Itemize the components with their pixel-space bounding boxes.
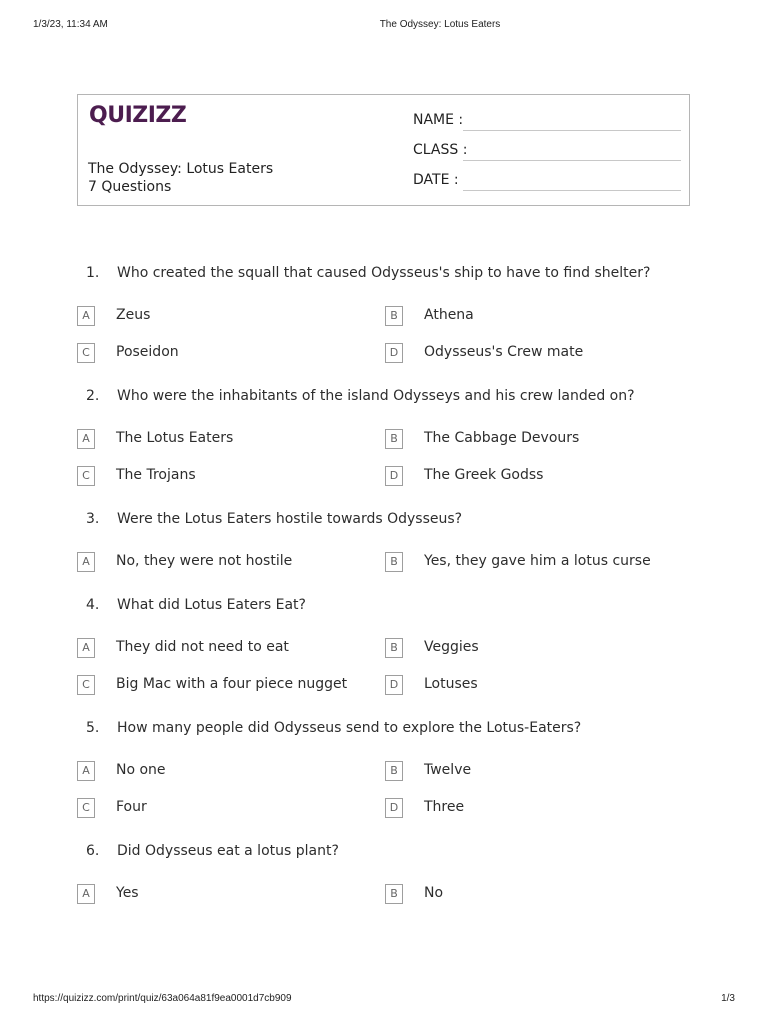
option-letter-box: A	[77, 429, 95, 449]
question-number: 6.	[86, 843, 100, 859]
date-field-line	[463, 190, 681, 191]
question-1	[86, 265, 650, 281]
question-3	[86, 511, 462, 527]
question-text: Did Odysseus eat a lotus plant?	[117, 843, 339, 859]
option-text: No	[424, 885, 444, 901]
print-header	[0, 0, 768, 40]
option-text: Veggies	[424, 639, 479, 655]
option-letter-box: B	[385, 552, 403, 572]
option-letter-box: C	[77, 675, 95, 695]
option-text: No, they were not hostile	[116, 553, 293, 569]
option-text: Lotuses	[424, 676, 478, 692]
option-letter-box: A	[77, 884, 95, 904]
question-text: What did Lotus Eaters Eat?	[117, 597, 306, 613]
option-letter-box: B	[385, 884, 403, 904]
option-letter-box: D	[385, 798, 403, 818]
question-text: How many people did Odysseus send to explore the Lotus-Eaters?	[117, 720, 582, 736]
quizizz-logo: QUIZIZZ	[89, 103, 187, 128]
option-letter-box: A	[77, 552, 95, 572]
name-field-line	[463, 130, 681, 131]
option-text: Twelve	[424, 762, 472, 778]
option-letter-box: B	[385, 429, 403, 449]
option-letter-box: D	[385, 466, 403, 486]
option-text: Yes, they gave him a lotus curse	[424, 553, 651, 569]
date-label: DATE :	[413, 172, 459, 188]
option-text: Athena	[424, 307, 474, 323]
option-letter-box: B	[385, 306, 403, 326]
question-number: 5.	[86, 720, 100, 736]
option-letter-box: B	[385, 638, 403, 658]
question-5	[86, 720, 581, 736]
option-text: Big Mac with a four piece nugget	[116, 676, 348, 692]
page-number: 1/3	[721, 993, 735, 1004]
option-letter-box: B	[385, 761, 403, 781]
option-letter-box: A	[77, 306, 95, 326]
question-2	[86, 388, 635, 404]
print-url: https://quizizz.com/print/quiz/63a064a81f9ea0001d7cb909	[33, 993, 292, 1004]
option-text: No one	[116, 762, 166, 778]
option-text: Four	[116, 799, 147, 815]
print-datetime: 1/3/23, 11:34 AM	[33, 19, 108, 30]
question-text: Who were the inhabitants of the island Odysseys and his crew landed on?	[117, 388, 635, 404]
question-number: 4.	[86, 597, 100, 613]
option-letter-box: A	[77, 761, 95, 781]
question-text: Who created the squall that caused Odysseus's ship to have to find shelter?	[117, 265, 651, 281]
option-text: The Cabbage Devours	[424, 430, 580, 446]
option-letter-box: D	[385, 343, 403, 363]
option-letter-box: D	[385, 675, 403, 695]
option-text: The Trojans	[116, 467, 196, 483]
option-text: They did not need to eat	[116, 639, 289, 655]
option-text: The Lotus Eaters	[116, 430, 234, 446]
name-label: NAME :	[413, 112, 464, 128]
question-number: 3.	[86, 511, 100, 527]
option-text: Zeus	[116, 307, 151, 323]
option-text: The Greek Godss	[424, 467, 544, 483]
option-letter-box: C	[77, 466, 95, 486]
question-4	[86, 597, 306, 613]
question-number: 2.	[86, 388, 100, 404]
worksheet-header	[77, 94, 690, 206]
option-letter-box: C	[77, 798, 95, 818]
option-text: Poseidon	[116, 344, 179, 360]
option-letter-box: A	[77, 638, 95, 658]
option-text: Three	[424, 799, 465, 815]
print-page-title: The Odyssey: Lotus Eaters	[379, 19, 501, 30]
quiz-title: The Odyssey: Lotus Eaters	[88, 161, 274, 177]
class-label: CLASS :	[413, 142, 468, 158]
question-6	[86, 843, 339, 859]
option-letter-box: C	[77, 343, 95, 363]
question-count: 7 Questions	[88, 179, 172, 195]
option-text: Odysseus's Crew mate	[424, 344, 584, 360]
option-text: Yes	[116, 885, 139, 901]
question-number: 1.	[86, 265, 100, 281]
class-field-line	[463, 160, 681, 161]
question-text: Were the Lotus Eaters hostile towards Odysseus?	[117, 511, 463, 527]
